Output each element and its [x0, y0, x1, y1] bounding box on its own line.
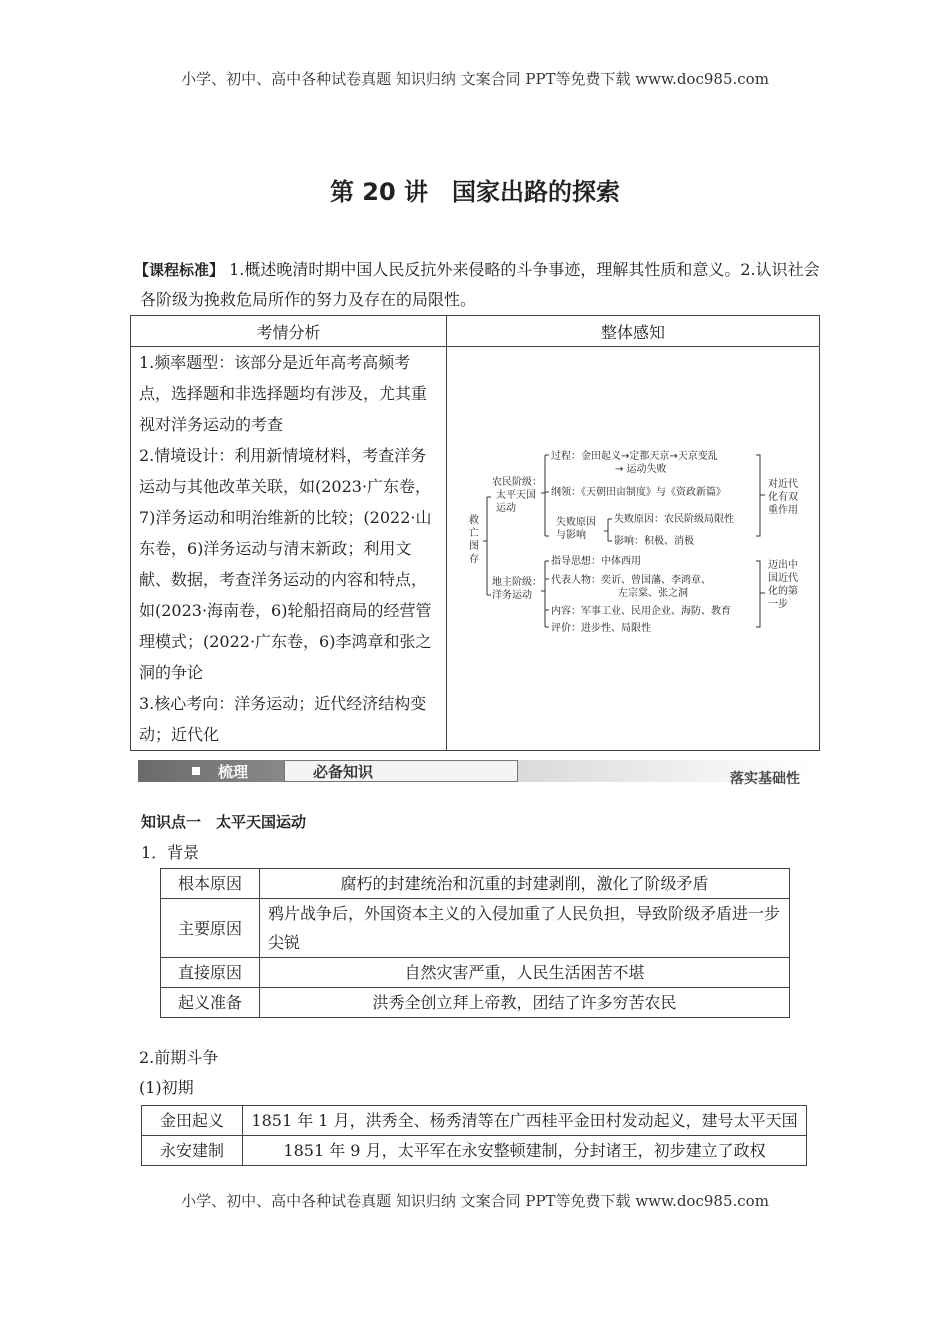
peasant-label: 运动: [496, 502, 516, 514]
row-key: 永安建制: [142, 1136, 243, 1166]
analysis-item: 1.频率题型：该部分是近年高考高频考点，选择题和非选择题均有涉及，尤其重视对洋务运动的考查: [139, 353, 428, 434]
diagram-root: 图: [469, 540, 479, 552]
peasant-label: 农民阶级：: [492, 476, 542, 488]
row-key: 直接原因: [161, 958, 260, 988]
figures-cont: 左宗棠、张之洞: [618, 587, 688, 599]
banner-left: 梳理: [218, 763, 249, 781]
table-row: [142, 1106, 807, 1136]
row-value: 鸦片战争后，外国资本主义的入侵加重了人民负担，导致阶级矛盾进一步尖锐: [260, 899, 790, 958]
result2: 一步: [768, 598, 788, 610]
page-footer: 小学、初中、高中各种试卷真题 知识归纳 文案合同 PPT等免费下载 www.doc985.com: [181, 1192, 769, 1210]
early-struggle-table: [141, 1105, 807, 1166]
influence: 影响：积极、消极: [614, 535, 694, 547]
analysis-table: [130, 315, 820, 751]
result2: 国近代: [768, 572, 798, 584]
analysis-header-2: 整体感知: [447, 316, 820, 347]
landlord-label: 洋务运动: [492, 589, 532, 601]
section-heading: 1．背景: [141, 843, 200, 862]
row-key: 起义准备: [161, 988, 260, 1018]
landlord-bracket: [541, 561, 549, 627]
failure-cause: 失败原因：农民阶级局限性: [614, 513, 734, 525]
root-bracket: [483, 497, 491, 595]
result1: 化有双: [768, 491, 798, 503]
analysis-header-1: 考情分析: [131, 316, 447, 347]
row-value: 自然灾害严重，人民生活困苦不堪: [260, 958, 790, 988]
page-title: 第 20 讲 国家出路的探索: [329, 178, 621, 206]
section-banner: [138, 760, 810, 786]
peasant-bracket: [541, 455, 549, 536]
row-value: 洪秀全创立拜上帝教，团结了许多穷苦农民: [260, 988, 790, 1018]
table-row: [161, 869, 790, 899]
table-row: [161, 988, 790, 1018]
row-value: 腐朽的封建统治和沉重的封建剥削，激化了阶级矛盾: [260, 869, 790, 899]
section-heading: 2.前期斗争: [139, 1048, 219, 1067]
result2: 迈出中: [768, 559, 798, 571]
result1: 重作用: [768, 504, 798, 516]
subsection-heading: (1)初期: [139, 1078, 194, 1097]
result1: 对近代: [768, 478, 798, 490]
standard-text: 1.概述晚清时期中国人民反抗外来侵略的斗争事迹，理解其性质和意义。2.认识社会各阶级为挽救危局所作的努力及存在的局限性。: [140, 260, 820, 309]
overview-cell: [447, 347, 820, 751]
row-key: 根本原因: [161, 869, 260, 899]
page-header: 小学、初中、高中各种试卷真题 知识归纳 文案合同 PPT等免费下载 www.doc985.com: [181, 70, 769, 88]
result2-bracket: [756, 561, 765, 627]
knowledge-point-title: 知识点一 太平天国运动: [141, 813, 307, 831]
diagram-root: 救: [469, 514, 479, 526]
banner-mid: 必备知识: [313, 763, 374, 781]
diagram-root: 亡: [469, 527, 479, 539]
result1-bracket: [756, 455, 765, 536]
content: 内容：军事工业、民用企业、海防、教育: [551, 605, 731, 617]
analysis-cell: [131, 347, 447, 751]
diagram-root: 存: [469, 553, 479, 565]
banner-right: 落实基础性: [730, 771, 800, 787]
course-standard: [134, 255, 820, 314]
process: 过程：金田起义→定都天京→天京变乱: [551, 450, 718, 462]
table-row: [161, 958, 790, 988]
program: 纲领：《天朝田亩制度》与《资政新篇》: [551, 486, 726, 498]
row-value: 1851 年 1 月，洪秀全、杨秀清等在广西桂平金田村发动起义，建号太平天国: [243, 1106, 807, 1136]
square-icon: [192, 767, 200, 775]
failure-label: 失败原因: [556, 516, 596, 528]
overview-diagram: [447, 355, 819, 739]
standard-tag: 【课程标准】: [134, 261, 225, 279]
failure-label: 与影响: [556, 529, 586, 541]
row-value: 1851 年 9 月，太平军在永安整顿建制，分封诸王，初步建立了政权: [243, 1136, 807, 1166]
evaluation: 评价：进步性、局限性: [551, 622, 651, 634]
process-cont: → 运动失败: [615, 463, 667, 475]
analysis-item: 2.情境设计：利用新情境材料，考查洋务运动与其他改革关联，如(2023·广东卷，7)洋务运动和明治维新的比较；(2022·山东卷，6)洋务运动与清末新政；利用文献、数据，考查洋务运动的内容和特点，如(2023·海南卷，6)轮船招商局的经营管理模式；(2022·广东卷，6)李鸿章和张之洞的争论: [139, 446, 432, 682]
peasant-label: 太平天国: [496, 489, 536, 501]
landlord-label: 地主阶级：: [492, 576, 542, 588]
table-row: [161, 899, 790, 958]
background-table: [160, 868, 790, 1018]
row-key: 金田起义: [142, 1106, 243, 1136]
failure-bracket: [604, 519, 612, 541]
result2: 化的第: [768, 585, 798, 597]
analysis-item: 3.核心考向：洋务运动；近代经济结构变动；近代化: [139, 694, 427, 744]
table-row: [142, 1136, 807, 1166]
figures: 代表人物：奕䜣、曾国藩、李鸿章、: [551, 574, 711, 586]
ideology: 指导思想：中体西用: [551, 555, 641, 567]
row-key: 主要原因: [161, 899, 260, 958]
